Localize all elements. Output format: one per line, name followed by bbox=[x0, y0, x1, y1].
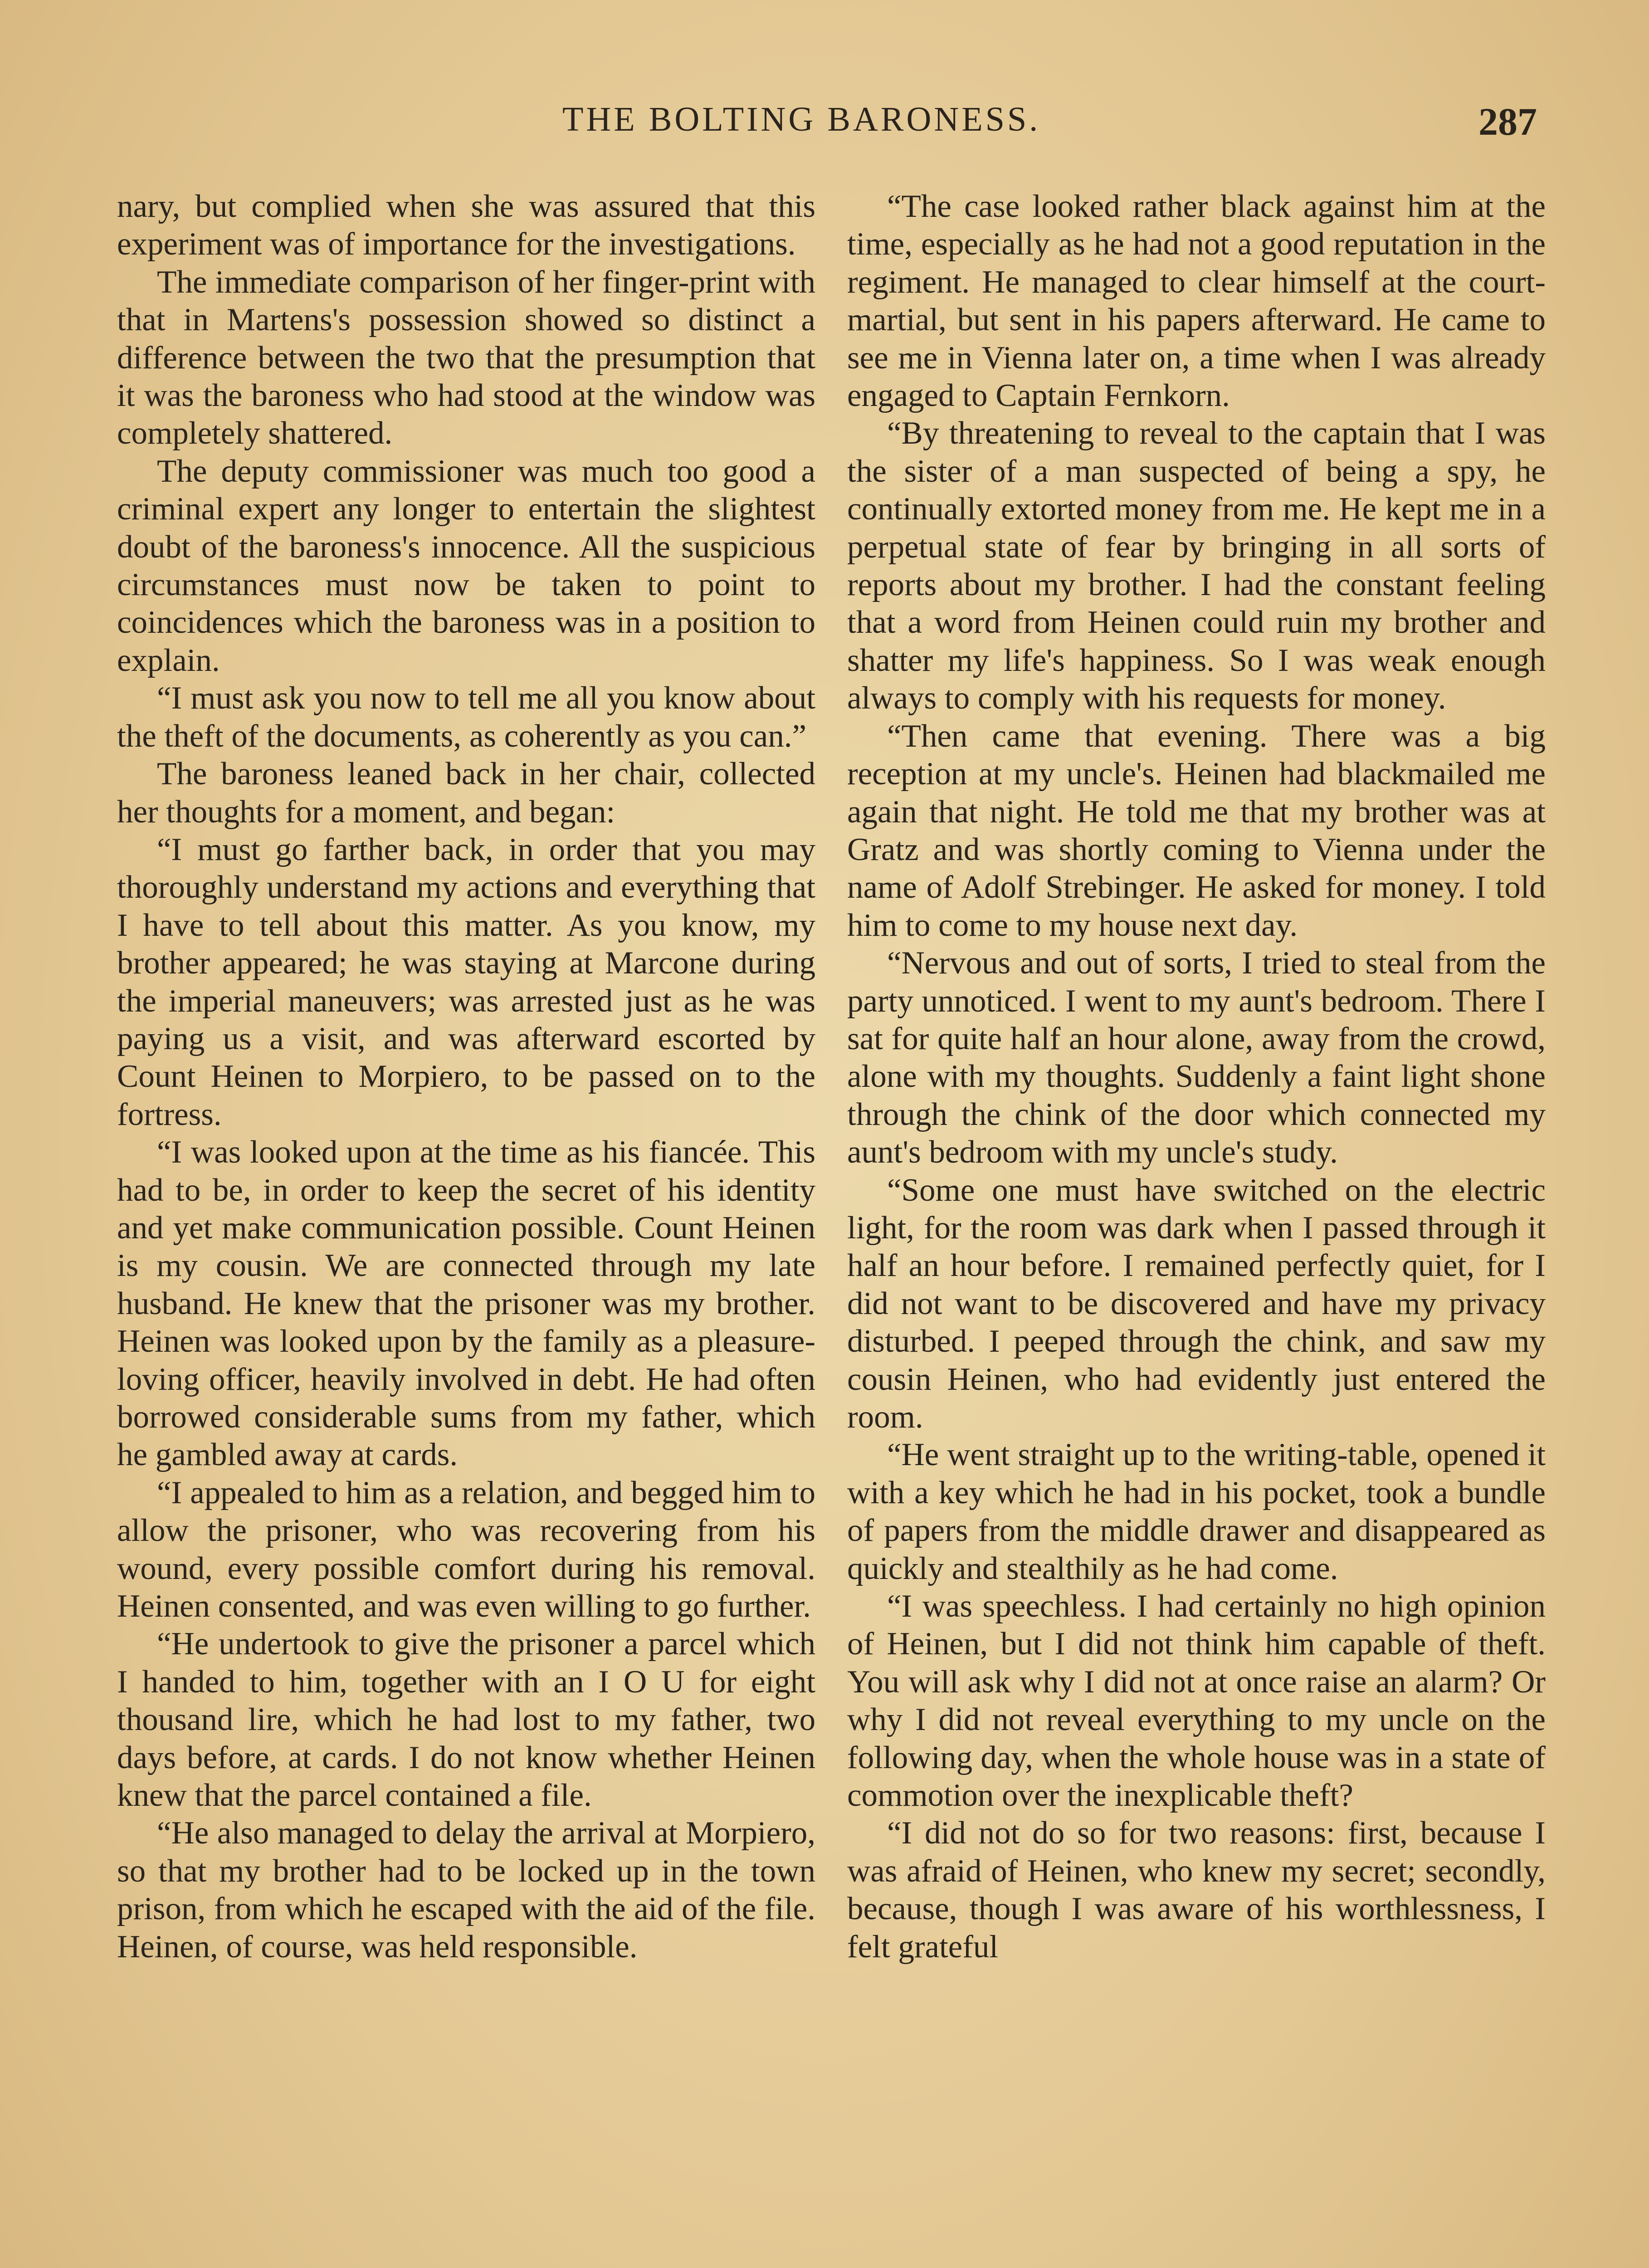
left-column bbox=[117, 188, 815, 1966]
paragraph: “By threatening to reveal to the captain that I was the sister of a man suspected of being a spy, he continually extorted money from me. He kept me in a perpetual state of fear by bringing in all sorts of reports about my brother. I had the constant feeling that a word from Heinen could ruin my brother and shatter my life's happiness. So I was weak enough always to comply with his requests for money. bbox=[847, 415, 1546, 716]
running-header bbox=[0, 91, 1649, 145]
running-title: THE BOLTING BARONESS. bbox=[562, 100, 1041, 138]
paragraph: “Then came that evening. There was a big reception at my uncle's. Heinen had blackmailed me again that night. He told me that my brother was at Gratz and was shortly coming to Vienna under the name of Adolf Strebinger. He asked for money. I told him to come to my house next day. bbox=[847, 718, 1546, 943]
paragraph: The baroness leaned back in her chair, collected her thoughts for a moment, and began: bbox=[117, 756, 815, 830]
page-number: 287 bbox=[1478, 100, 1537, 143]
paragraph: “The case looked rather black against him at the time, especially as he had not a good reputation in the regiment. He managed to clear himself at the court-martial, but sent in his papers afterward. He came to see me in Vienna later on, a time when I was already engaged to Captain Fernkorn. bbox=[847, 189, 1546, 414]
paragraph: “I was looked upon at the time as his fiancée. This had to be, in order to keep the secret of his identity and yet make communication possible. Count Heinen is my cousin. We are connected through my late husband. He knew that the prisoner was my brother. Heinen was looked upon by the family as a pleasure-loving officer, heavily involved in debt. He had often borrowed considerable sums from my father, which he gambled away at cards. bbox=[117, 1134, 815, 1473]
paragraph: “He also managed to delay the arrival at Morpiero, so that my brother had to be locked up in the town prison, from which he escaped with the aid of the file. Heinen, of course, was held responsible. bbox=[117, 1815, 815, 1965]
paragraph: “I must ask you now to tell me all you know about the theft of the documents, as coherently as you can.” bbox=[117, 680, 815, 754]
paragraph: “I appealed to him as a relation, and begged him to allow the prisoner, who was recovering from his wound, every possible comfort during his removal. Heinen consented, and was even willing to go further. bbox=[117, 1475, 815, 1624]
right-column bbox=[847, 188, 1546, 1966]
paragraph: “Some one must have switched on the electric light, for the room was dark when I passed through it half an hour before. I remained perfectly quiet, for I did not want to be discovered and have my privacy disturbed. I peeped through the chink, and saw my cousin Heinen, who had evidently just entered the room. bbox=[847, 1172, 1546, 1435]
paragraph: “I must go farther back, in order that you may thoroughly understand my actions and everything that I have to tell about this matter. As you know, my brother appeared; he was staying at Marcone during the imperial maneuvers; was arrested just as he was paying us a visit, and was afterward escorted by Count Heinen to Morpiero, to be passed on to the fortress. bbox=[117, 831, 815, 1132]
paragraph: “I did not do so for two reasons: first, because I was afraid of Heinen, who knew my secret; secondly, because, though I was aware of his worthlessness, I felt grateful bbox=[847, 1815, 1546, 1965]
paragraph: “Nervous and out of sorts, I tried to steal from the party unnoticed. I went to my aunt's bedroom. There I sat for quite half an hour alone, away from the crowd, alone with my thoughts. Suddenly a faint light shone through the chink of the door which connected my aunt's bedroom with my uncle's study. bbox=[847, 945, 1546, 1170]
paragraph: “He went straight up to the writing-table, opened it with a key which he had in his pocket, took a bundle of papers from the middle drawer and disappeared as quickly and stealthily as he had come. bbox=[847, 1437, 1546, 1586]
paragraph: The deputy commissioner was much too good a criminal expert any longer to entertain the slightest doubt of the baroness's innocence. All the suspicious circumstances must now be taken to point to coincidences which the baroness was in a position to explain. bbox=[117, 453, 815, 678]
paragraph: nary, but complied when she was assured that this experiment was of importance for the investigations. bbox=[117, 189, 815, 262]
paragraph: “He undertook to give the prisoner a parcel which I handed to him, together with an I O U for eight thousand lire, which he had lost to my father, two days before, at cards. I do not know whether Heinen knew that the parcel contained a file. bbox=[117, 1626, 815, 1813]
paragraph: The immediate comparison of her finger-print with that in Martens's possession showed so distinct a difference between the two that the presumption that it was the baroness who had stood at the window was completely shattered. bbox=[117, 264, 815, 451]
paragraph: “I was speechless. I had certainly no high opinion of Heinen, but I did not think him capable of theft. You will ask why I did not at once raise an alarm? Or why I did not reveal everything to my uncle on the following day, when the whole house was in a state of commotion over the inexplicable theft? bbox=[847, 1589, 1546, 1813]
